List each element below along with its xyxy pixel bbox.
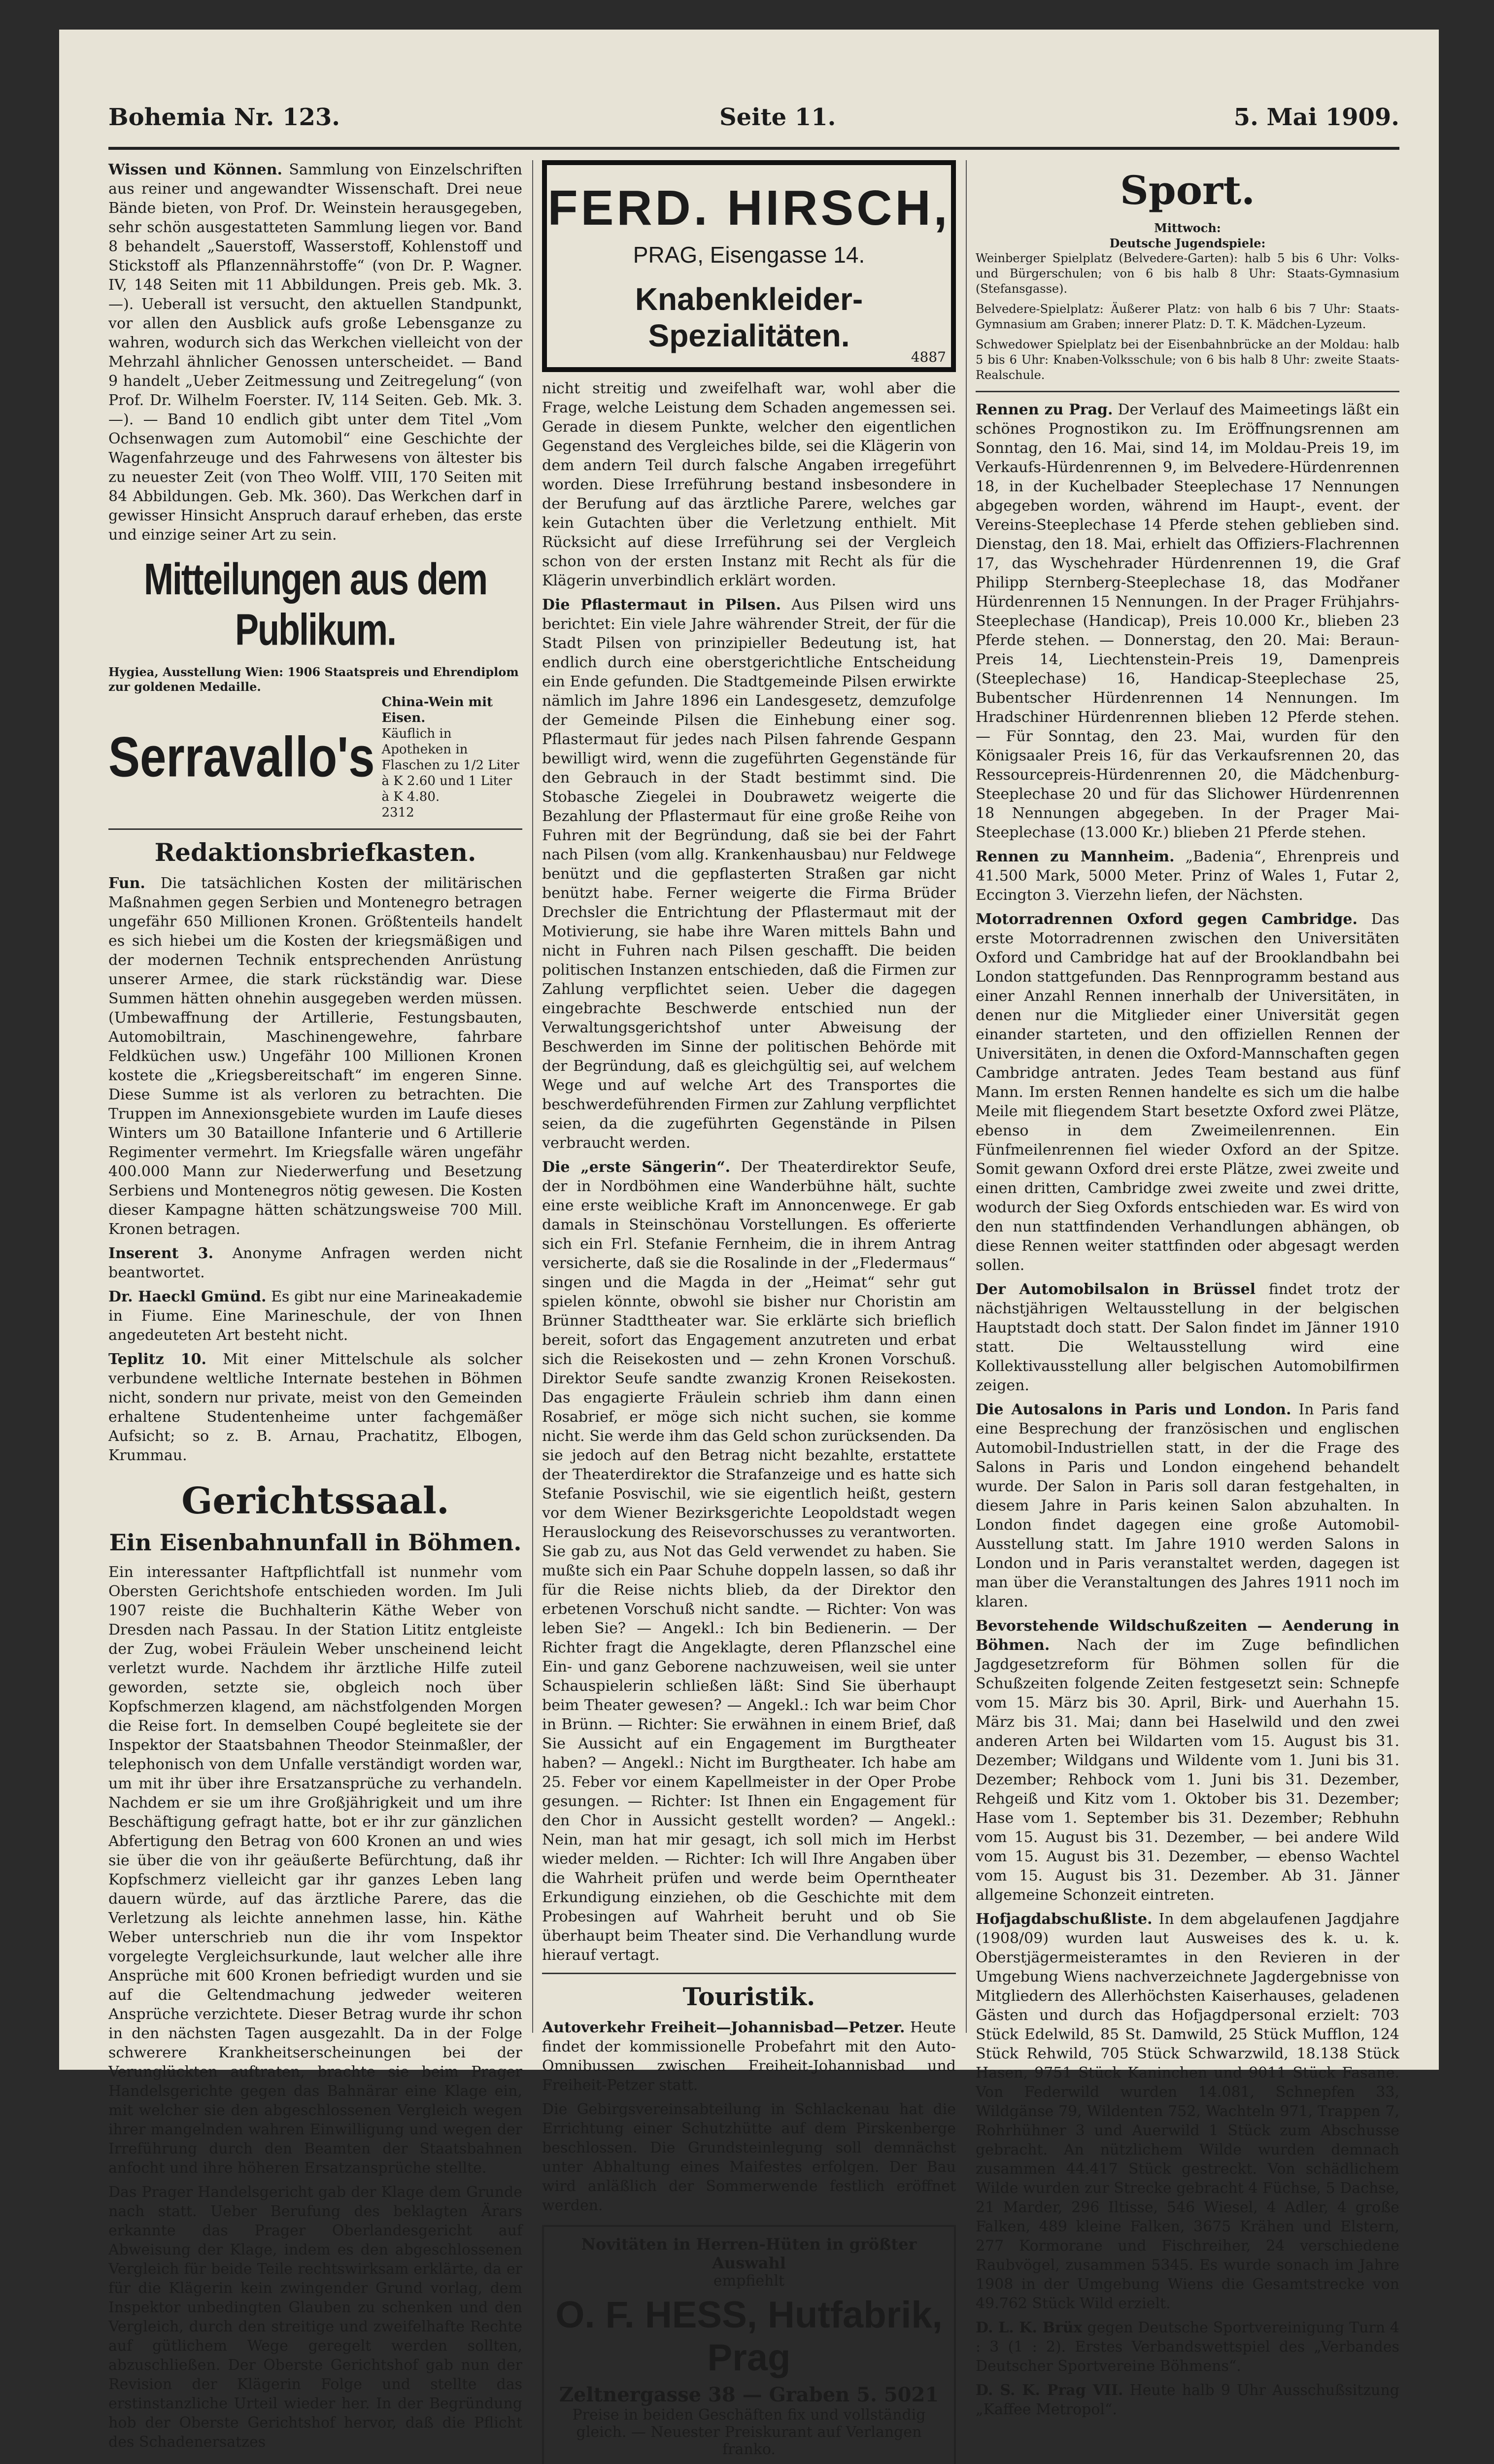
sport-entry xyxy=(976,1400,1399,1611)
entry-text: Heute halb 9 Uhr Ausschußsitzung „Kaffee Metropol“. xyxy=(976,2382,1399,2418)
section-heading-gerichtssaal: Gerichtssaal. xyxy=(181,1480,449,1522)
column-right xyxy=(976,160,1400,2418)
entry-text: Der Verlauf des Maimeetings läßt ein schönes Prognostikon zu. Im Eröffnungsrennen am Sonntag, den 16. Mai, sind 14, im Moldau-Preis 19, im Verkaufs-Hürdenrennen 9, im Belvedere-Hürdenrennen 18, in der Kuchelbader Steeplechase 17 Nennungen abgegeben worden, während im Haupt-, event. der Vereins-Steeplechase 14 Pferde stehen geblieben sind. Dienstag, den 18. Mai, erhielt das Offiziers-Flachrennen 17, das Wyschehrader Hürdenrennen 19, die Graf Philipp Sternberg-Steeplechase 18, das Modřaner Hürdenrennen 15 Nennungen. In der Prager Frühjahrs-Steeplechase (Handicap), Preis 10.000 Kr., blieben 23 Pferde stehen. — Donnerstag, den 20. Mai: Beraun-Preis 14, Liechtenstein-Preis 19, Damenpreis (Steeplechase) 16, Handicap-Steeplechase 25, Bubentscher Hürdenrennen 14 Nennungen. Im Hradschiner Hürdenrennen blieben 12 Pferde stehen. — Für Sonntag, den 23. Mai, wurden für den Königsaaler Preis 16, für das Verkaufsrennen 20, das Ressourcepreis-Hürdenrennen 20, die Mädchenburg-Steeplechase 20 und für das Slichower Hürdenrennen 18 Nennungen abgegeben. In der Prager Mai-Steeplechase (13.000 Kr.) blieben 21 Pferde stehen. xyxy=(976,401,1400,841)
header-paper-number: Bohemia Nr. 123. xyxy=(108,103,340,131)
section-heading-touristik: Touristik. xyxy=(682,1982,815,2011)
entry-lead: Die Autosalons in Paris und London. xyxy=(976,1401,1291,1418)
ad-tagline: Novitäten in Herren-Hüten in größter Auswahl xyxy=(581,2235,917,2272)
entry-text: Anonyme Anfragen werden nicht beantwortet. xyxy=(108,1245,522,1281)
announcement-item: Belvedere-Spielplatz: Äußerer Platz: von halb 6 bis 7 Uhr: Staats-Gymnasium am Graben; innerer Platz: D. T. K. Mädchen-Lyzeum. xyxy=(976,302,1399,331)
article-text: Aus Pilsen wird uns berichtet: Ein viele Jahre währender Streit, der für die Stadt Pilsen von prinzipieller Bedeutung ist, hat endlich durch eine oberstgerichtliche Entscheidung ein Ende gefunden. Die Stadtgemeinde Pilsen erwirkte nämlich im Jahre 1896 ein Landesgesetz, demzufolge der Gemeinde Pilsen die Einhebung einer sog. Pflastermaut für jedes nach Pilsen fahrende Gespann bewilligt wird, wenn die zugeführten Gegenstände für den Gebrauch in der Stadt bestimmt sind. Die Stobasche Ziegelei in Doubrawetz weigerte die Bezahlung der Pflastermaut für eine große Reihe von Fuhren mit der Begründung, daß sie bei der Fahrt nach Pilsen (vom allg. Krankenhausbau) nur Feldwege benützt und die gepflasterten Straßen gar nicht benützt habe. Ferner weigerte die Firma Brüder Drechsler die Entrichtung der Pflastermaut mit der Motivierung, sie habe ihre Waren mittels Bahn und nicht in Fuhren nach Pilsen geschafft. Die beiden politischen Instanzen entschieden, daß die Firmen zur Zahlung verpflichtet seien. Ueber die dagegen eingebrachte Beschwerde entschied nun der Verwaltungsgerichtshof unter Abweisung der Beschwerden im Sinne der politischen Behörde mit der Begründung, daß es gleichgültig sei, auf welchem Wege und auf welche Art des Transportes die beschwerdeführenden Firmen zur Zahlung verpflichtet seien, da die zugeführten Gegenstände in Pilsen verbraucht werden. xyxy=(542,596,956,1152)
ad-address xyxy=(549,2383,949,2406)
ad-address: PRAG, Eisengasse 14. xyxy=(633,242,865,268)
newspaper-page xyxy=(59,30,1439,2458)
page-header xyxy=(108,103,1399,143)
ad-ferd-hirsch xyxy=(542,160,956,372)
entry-lead: D. S. K. Prag VII. xyxy=(976,2382,1123,2399)
entry-text: Mit einer Mittelschule als solcher verbundene weltliche Internate bestehen in Böhmen nicht, sondern nur private, meist von den Gemeinden erhaltene Studentenheime unter fachgemäßer Aufsicht; so z. B. Arnau, Prachatitz, Elbogen, Krummau. xyxy=(108,1351,522,1464)
article-text: Heute findet der kommissionelle Probefahrt mit den Auto-Omnibussen zwischen Freiheit-Johannisbad und Freiheit-Petzer statt. xyxy=(542,2019,956,2094)
ad-company-name: FERD. HIRSCH, xyxy=(547,180,951,236)
letter-entry xyxy=(108,1287,522,1345)
ad-recommends: empfiehlt xyxy=(713,2272,785,2290)
article-saengerin xyxy=(542,1158,956,1965)
article-autoverkehr xyxy=(542,2018,956,2095)
section-heading-sport: Sport. xyxy=(1120,167,1256,213)
article-paragraph: nicht streitig und zweifelhaft war, wohl aber die Frage, welche Leistung dem Schaden angemessen sei. Gerade in diesem Punkte, welcher den eigentlichen Gegenstand des Vergleiches bilde, sei die Klägerin von dem andern Teil durch falsche Angaben irregeführt worden. Diese Irreführung bestand insbesondere in der Berufung auf das ärztliche Parere, welches gar kein Gutachten über die Verletzung enthielt. Mit Rücksicht auf diese Irreführung sei der Vergleich schon von der ersten Instanz mit Recht als für die Klägerin unverbindlich erklärt worden. xyxy=(542,380,956,589)
entry-lead: Rennen zu Mannheim. xyxy=(976,848,1175,865)
sport-entry xyxy=(976,2318,1399,2376)
article-lead: Die Pflastermaut in Pilsen. xyxy=(542,596,781,614)
article-lead: Die „erste Sängerin“. xyxy=(542,1159,731,1176)
entry-lead: Hofjagdabschußliste. xyxy=(976,1911,1153,1928)
sport-entry xyxy=(976,2381,1399,2419)
entry-text: findet trotz der nächstjährigen Weltausstellung in der belgischen Hauptstadt doch statt. Der Salon findet im Jänner 1910 statt. Die Weltausstellung wird eine Kollektivausstellung aller belgischen Automobilfirmen zeigen. xyxy=(976,1281,1399,1394)
entry-lead: Fun. xyxy=(108,875,145,892)
sport-entry xyxy=(976,1280,1399,1395)
article-paragraph: Ein interessanter Haftpflichtfall ist nunmehr vom Obersten Gerichtshofe entschieden worden. Im Juli 1907 reiste die Buchhalterin Käthe Weber von Dresden nach Passau. In der Station Lititz entgleiste der Zug, wobei Fräulein Weber unscheinend leicht verletzt wurde. Nachdem ihr ärztliche Hilfe zuteil geworden, setzte sie, obgleich noch über Kopfschmerzen klagend, am nächstfolgenden Morgen die Reise fort. In demselben Coupé begleitete sie der Inspektor der Staatsbahnen Theodor Steinmaßler, der telephonisch von dem Unfalle verständigt worden war, um mit ihr über ihre Ersatzansprüche zu verhandeln. Nachdem er sie um ihre Großjährigkeit und um ihre Beschäftigung gefragt hatte, bot er ihr zur gänzlichen Abfertigung den Betrag von 600 Kronen an und wies sie über die von ihr geäußerte Befürchtung, daß ihr Kopfschmerz vielleicht gar ihr ganzes Leben lang dauern würde, auf das ärztliche Parere, das die Verletzung als leichte annehmen lasse, hin. Käthe Weber unterschrieb nun die ihr vom Inspektor vorgelegte Vergleichsurkunde, laut welcher alle ihre Ansprüche mit 600 Kronen befriedigt wurden und sie auf die Geltendmachung jedweder weiteren Ansprüche verzichtete. Dieser Betrag wurde ihr schon in den nächsten Tagen ausgezahlt. Da in der Folge schwerere Krankheitserscheinungen bei der Verunglückten auftraten, brachte sie beim Prager Handelsgerichte gegen das Bahnärar eine Klage ein, mit welcher sie den abgeschlossenen Vergleich wegen ihrer mangelnden wahren Einwilligung und wegen der Irreführung durch den Beamten der Staatsbahnen anfocht und ihre höheren Ersatzansprüche stellte. xyxy=(108,1564,522,2177)
article-text: Der Theaterdirektor Seufe, der in Nordböhmen eine Wanderbühne hält, suchte eine erste weibliche Kraft im Annoncenwege. Er gab damals in Steinschönau Vorstellungen. Es offerierte sich ein Frl. Stefanie Fernheim, die in ihrem Antrag versicherte, daß sie die Rosalinde in der „Fledermaus“ singen und die Magda in der „Heimat“ sehr gut spielen könnte, obwohl sie bisher nur Choristin am Brünner Stadttheater war. Sie erklärte sich brieflich bereit, sofort das Engagement anzutreten und erbat sich die Reisekosten und — zehn Kronen Vorschuß. Direktor Seufe sandte zwanzig Kronen Reisekosten. Das engagierte Fräulein schrieb ihm dann einen Rosabrief, er möge sich nicht suchen, sie komme nicht. Sie werde ihm das Geld schon zurücksenden. Da sie jedoch auf den Betrag nicht bezahlte, erstattete der Theaterdirektor die Strafanzeige und es hatte sich Stefanie Posvischil, wie sie eigentlich heißt, gestern vor dem Wiener Bezirksgerichte Leopoldstadt wegen Herauslockung des Reisevorschusses zu verantworten. Sie gab zu, aus Not das Geld verwendet zu haben. Sie mußte sich ein Paar Schuhe doppeln lassen, so daß ihr für die Reise nichts blieb, da der Direktor den erbetenen Vorschuß nicht sandte. — Richter: Von was leben Sie? — Angekl.: Ich bin Bedienerin. — Der Richter fragt die Angeklagte, deren Pflanzschel eine Ein- und ganz Geborene nachzuweisen, weil sie unter Schauspielerin schließen läßt: Sind Sie überhaupt beim Theater gewesen? — Angekl.: Ich war beim Chor in Brünn. — Richter: Sie erwähnen in einem Brief, daß Sie Aussicht auf ein Engagement im Burgtheater haben? — Angekl.: Nicht im Burgtheater. Ich habe am 25. Feber vor einem Kapellmeister in der Oper Probe gesungen. — Richter: Ist Ihnen ein Engagement für den Chor in Aussicht gestellt worden? — Angekl.: Nein, man hat mir gesagt, ich soll mich im Herbst wieder melden. — Richter: Ich will Ihre Angaben über die Wahrheit prüfen und werde beim Operntheater Erkundigung einziehen, ob die Geschichte mit dem Probesingen auf Wahrheit beruht und ob Sie überhaupt beim Theater sind. Die Verhandlung wurde hierauf vertagt. xyxy=(542,1159,956,1964)
entry-text: Nach der im Zuge befindlichen Jagdgesetzreform für Böhmen sollen für die Schußzeiten folgende Zeiten festgesetzt sein: Schnepfe vom 15. März bis 30. April, Birk- und Auerhahn 15. März bis 31. Mai; dann bei Haselwild und den zwei anderen Arten bei Wildarten vom 15. August bis 31. Dezember; Wildgans und Wildente vom 1. Juni bis 31. Dezember; Rehbock vom 1. Juni bis 31. Dezember, Rehgeiß und Kitz vom 1. Oktober bis 31. Dezember; Hase vom 1. September bis 31. Dezember; Rebhuhn vom 15. August bis 31. Dezember, — bei andere Wild vom 15. August bis 31. Dezember, — ebenso Wachtel vom 15. August bis 31. Dezember. Ab 31. Jänner allgemeine Schonzeit eintreten. xyxy=(976,1637,1399,1904)
entry-text: Das erste Motorradrennen zwischen den Universitäten Oxford und Cambridge hat auf der Brooklandbahn bei London stattgefunden. Das Rennprogramm bestand aus einer Anzahl Rennen innerhalb der Universitäten, in denen nur die Mitglieder einer Universität gegen einander starteten, und den offiziellen Rennen der Universitäten, in denen die Oxford-Mannschaften gegen Cambridge antraten. Jedes Team bestand aus fünf Mann. Im ersten Rennen handelte es sich um die halbe Meile mit fliegendem Start besetzte Oxford zwei Plätze, ebenso in dem Zweimeilenrennen. Ein Fünfmeilenrennen fiel wieder Oxford an der Spitze. Somit gewann Oxford drei erste Plätze, zwei zweite und einen dritten, Cambridge zwei zweite und zwei dritte, wodurch der Sieg Oxfords entschieden war. Es wird von den nun stattfindenden Verhandlungen abhängen, ob diese Rennen weiter stattfinden oder abgesagt werden sollen. xyxy=(976,911,1399,1274)
letter-entry xyxy=(108,1244,522,1282)
header-page-number: Seite 11. xyxy=(719,103,836,131)
ad-number: 4887 xyxy=(911,349,946,365)
announcement-day: Mittwoch: xyxy=(1154,221,1221,235)
article-wissen xyxy=(108,160,522,545)
entry-lead: Inserent 3. xyxy=(108,1245,214,1262)
letter-entry xyxy=(108,1350,522,1465)
column-middle xyxy=(542,160,956,2458)
divider xyxy=(108,828,522,830)
entry-lead: Bevorstehende Wildschußzeiten — Aenderung in Böhmen. xyxy=(976,1617,1399,1654)
article-pflastermaut xyxy=(542,595,956,1153)
header-rule xyxy=(108,147,1399,150)
column-rule-2 xyxy=(966,160,967,2033)
ad-info xyxy=(382,694,522,821)
section-heading-redaktionsbriefkasten: Redaktionsbriefkasten. xyxy=(154,838,476,867)
sport-entry xyxy=(976,1910,1399,2313)
entry-lead: Der Automobilsalon in Brüssel xyxy=(976,1281,1256,1298)
entry-text: gegen Deutsche Sportvereinigung Turn 4 : 3 (1 : 2). Erstes Verbandswettspiel des „Verbandes Deutscher Sportvereine Böhmens“. xyxy=(976,2319,1399,2375)
ad-row xyxy=(108,694,522,821)
announcement-item: Schwedower Spielplatz bei der Eisenbahnbrücke an der Moldau: halb 5 bis 6 Uhr: Knaben-Volksschule; von 6 bis halb 8 Uhr: zweite Staats-Realschule. xyxy=(976,338,1399,382)
entry-text: In Paris fand eine Besprechung der französischen und englischen Automobil-Industriellen statt, in der die Frage des Salons in Paris und London eingehend behandelt wurde. Der Salon in Paris soll daran festgehalten, in diesem Jahre in Paris keinen Salon abzuhalten. In London findet dagegen eine große Automobil-Ausstellung statt. Im Jahre 1910 werden Salons in London und in Paris veranstaltet werden, dagegen ist man über die Veranstaltungen des Jahres 1911 noch im klaren. xyxy=(976,1401,1399,1610)
article-headline: Ein Eisenbahnunfall in Böhmen. xyxy=(109,1529,522,1556)
sport-entry xyxy=(976,1616,1399,1905)
ad-footer: Preise in beiden Geschäften fix und vollständig gleich. — Neuester Preiskurant auf Verlangen franko. xyxy=(572,2406,926,2458)
announcement-item: Weinberger Spielplatz (Belvedere-Garten): halb 5 bis 6 Uhr: Volks- und Bürgerschulen; von 6 bis halb 8 Uhr: Staats-Gymnasium (Stefansgasse). xyxy=(976,251,1399,296)
ad-number: 2312 xyxy=(381,805,414,820)
entry-text: Es gibt nur eine Marineakademie in Fiume. Eine Marineschule, der von Ihnen angedeuteten Art besteht nicht. xyxy=(108,1288,522,1344)
article-lead: Wissen und Können. xyxy=(108,161,282,178)
ad-product: China-Wein mit Eisen. xyxy=(381,695,493,725)
ad-price: Käuflich in Apotheken in Flaschen zu 1/2 Liter à K 2.60 und 1 Liter à K 4.80. xyxy=(381,726,520,804)
header-date: 5. Mai 1909. xyxy=(1233,103,1399,131)
column-rule-1 xyxy=(532,160,533,2033)
entry-text: In dem abgelaufenen Jagdjahre (1908/09) wurden laut Ausweises des k. u. k. Oberstjägermeisteramtes in den Revieren in der Umgebung Wiens nachverzeichnete Jagdergebnisse von Mitgliedern des Allerhöchsten Kaiserhauses, geladenen Gästen und durch das Hofjagdpersonal erzielt: 703 Stück Edelwild, 85 St. Damwild, 25 Stück Mufflon, 124 Stück Rehwild, 705 Stück Schwarzwild, 18.138 Stück Hasen, 9751 Stück Kaninchen und 9011 Stück Fasane. Von Federwild wurden 14.081, Schnepfen 33, Wildgänse 79, Wildenten 752, Wachteln 971, Trappen 7, Rohrhühner 3 und Auerwild 1 Stück zum Abschusse gebracht. An nützlichem Wilde wurden demnach zusammen 44.417 Stück gestreckt. Von schädlichem Wilde wurden zur Strecke gebracht 4 Füchse, 5 Dachse, 21 Marder, 296 Iltisse, 546 Wiesel, 4 Adler, 4 große Falken, 489 kleine Falken, 3675 Krähen und Elstern, 277 Kormorane und Fischreiher, 24 verschiedene Raubvögel, zusammen 5345. Es wurde sonach im Jahre 1908 in der Umgebung Wiens die Gesamtstrecke von 49.762 Stück Wild erzielt. xyxy=(976,1911,1399,2312)
article-paragraph: Die Gebirgsvereinsabteilung in Schlackenau hat die Errichtung einer Schutzhütte auf dem Pirskenberge beschlossen. Die Grundsteinlegung soll demnächst unter Abhaltung eines Maifestes erfolgen. Der Bau wird anläßlich der Sommerwende festlich eröffnet werden. xyxy=(542,2101,956,2214)
ad-prize-line: Hygiea, Ausstellung Wien: 1906 Staatspreis und Ehrendiplom zur goldenen Medaille. xyxy=(108,665,519,694)
ad-hess-hutfabrik xyxy=(542,2225,956,2464)
ad-number: 5021 xyxy=(883,2383,939,2406)
ad-address-text: Zeltnergasse 38 — Graben 5. xyxy=(559,2383,877,2406)
article-lead: Autoverkehr Freiheit—Johannisbad—Petzer. xyxy=(542,2019,905,2036)
entry-lead: Dr. Haeckl Gmünd. xyxy=(108,1288,267,1305)
ad-brand: Serravallo's xyxy=(108,725,375,789)
letter-entry xyxy=(108,874,522,1239)
entry-lead: D. L. K. Brüx xyxy=(976,2319,1083,2336)
sport-entry xyxy=(976,400,1399,842)
ad-specialty: Knabenkleider-Spezialitäten. xyxy=(635,281,863,353)
article-text: Sammlung von Einzelschriften aus reiner und angewandter Wissenschaft. Drei neue Bände bieten, von Prof. Dr. Weinstein herausgegeben, sehr schön ausgestatteten Sammlung liegen vor. Band 8 behandelt „Sauerstoff, Wasserstoff, Kohlenstoff und Stickstoff als Pflanzennährstoffe“ (von Dr. P. Wagner. IV, 148 Seiten mit 11 Abbildungen. Preis geb. Mk. 3.—). Ueberall ist versucht, den aktuellen Standpunkt, vor allen den Ausblick aufs große Lebensganze zu wahren, wodurch sich das Werkchen vielleicht von der Mehrzahl ähnlicher Genossen unterscheidet. — Band 9 handelt „Ueber Zeitmessung und Zeitregelung“ (von Prof. Dr. Wilhelm Foerster. IV, 114 Seiten. Geb. Mk. 3.—). — Band 10 endlich gibt unter dem Titel „Vom Ochsenwagen zum Automobil“ eine Geschichte der Wagenfahrzeuge und des Fahrwesens von ältester bis zu neuester Zeit (von Theo Wolff. VIII, 170 Seiten mit 84 Abbildungen. Geb. Mk. 360). Das Werkchen darf in gewisser Hinsicht Anspruch darauf erheben, das erste und einzige seiner Art zu sein. xyxy=(108,161,522,544)
sport-entry xyxy=(976,910,1399,1275)
entry-text: Die tatsächlichen Kosten der militärischen Maßnahmen gegen Serbien und Montenegro betragen ungefähr 650 Millionen Kronen. Größtenteils handelt es sich hiebei um die Kosten der kriegsmäßigen und der modernen Technik entsprechenden Anrüstung unserer Armee, die stark rückständig war. Diese Summen hätten ohnehin ausgegeben werden müssen. (Umbewaffnung der Artillerie, Festungsbauten, Automobiltrain, Maschinengewehre, fahrbare Feldküchen usw.) Ungefähr 100 Millionen Kronen kostete die „Kriegsbereitschaft“ im engeren Sinne. Diese Summe ist als verloren zu betrachten. Die Truppen im Annexionsgebiete wurden im Laufe dieses Winters um 30 Bataillone Infanterie und 6 Artillerie Regimenter vermehrt. Im Kriegsfalle wären ungefähr 400.000 Mann zur Niederwerfung und Besetzung Serbiens und Montenegros nötig gewesen. Die Kosten dieser Kampagne hätten schätzungsweise 700 Mill. Kronen betragen. xyxy=(108,875,522,1238)
article-paragraph: Das Prager Handelsgericht gab der Klage dem Grunde nach statt. Ueber Berufung des beklagten Ärars erkannte das Prager Oberlandesgericht auf Abweisung der Klage, indem es den abgeschlossenen Vergleich für beide Teile rechtswirksam erklärte, da er für die Klägerin kein zwingender Grund vorlag, dem Inspektor unbedingten Glauben zu schenken und den Vergleich, durch den streitige und zweifelhafte Rechte auf gütlichem Wege geregelt werden sollten, abzuschließen. Der Oberste Gerichtshof gab nun der Revision der Klägerin Folge und stellte das erstinstanzliche Urteil wieder her. In der Begründung hob der Oberste Gerichtshof hervor, daß die Pflicht des Schadenersatzes xyxy=(108,2184,522,2451)
announcement-title: Deutsche Jugendspiele: xyxy=(1109,236,1266,250)
divider xyxy=(976,391,1399,392)
entry-lead: Teplitz 10. xyxy=(108,1351,206,1368)
sport-entry xyxy=(976,847,1399,905)
divider xyxy=(542,1973,956,1974)
ad-brand: O. F. HESS, Hutfabrik, Prag xyxy=(555,2294,943,2379)
entry-text: „Badenia“, Ehrenpreis und 41.500 Mark, 5000 Meter. Prinz of Wales 1, Futar 2, Eccington 3. Vierzehn liefen, der Nächsten. xyxy=(976,848,1400,904)
column-left xyxy=(108,160,522,2451)
ad-serravallo xyxy=(108,665,522,821)
section-heading-mitteilungen: Mitteilungen aus dem Publikum. xyxy=(143,554,487,655)
entry-lead: Rennen zu Prag. xyxy=(976,401,1113,418)
entry-lead: Motorradrennen Oxford gegen Cambridge. xyxy=(976,911,1358,928)
